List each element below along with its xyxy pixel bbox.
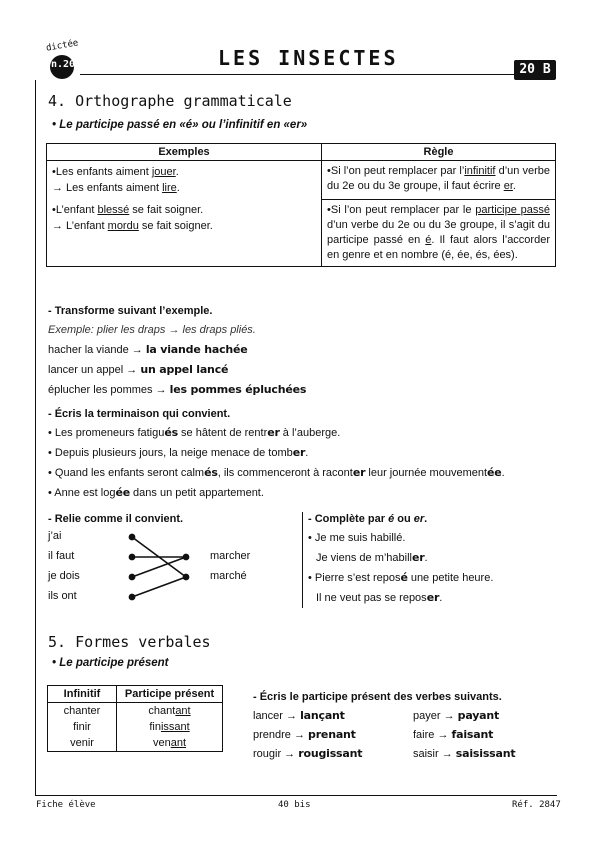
t: , ils commenceront à racont — [217, 467, 353, 479]
answer: és — [204, 466, 218, 479]
section4-heading: 4. Orthographe grammaticale — [48, 92, 292, 110]
terminaison-s4 — [48, 483, 568, 503]
answer: saisissant — [455, 747, 516, 760]
example-2a — [52, 202, 316, 218]
cell-pp — [117, 735, 223, 752]
table-row — [48, 719, 223, 735]
t: → L’enfant — [52, 220, 108, 232]
t: saisir → — [413, 748, 456, 760]
t: . — [512, 180, 516, 192]
t: à l’auberge. — [279, 427, 341, 439]
terminaison-s2 — [48, 443, 568, 463]
t: • Quand les enfants seront calm — [48, 467, 205, 479]
t: •Si l’on peut remplacer par le — [327, 203, 476, 216]
answer: er — [267, 426, 280, 439]
section4-subtitle — [52, 119, 307, 131]
relie-left-2: il faut — [48, 550, 75, 562]
t: . — [501, 467, 505, 479]
col-rule: Règle — [322, 144, 556, 161]
participle-item-4 — [413, 728, 493, 741]
t: éplucher les pommes → — [48, 384, 170, 396]
participle-item-6 — [413, 747, 515, 760]
t: é — [388, 513, 395, 525]
t: issant — [160, 721, 190, 733]
t: lancer → — [253, 710, 301, 722]
cell-pp — [117, 703, 223, 720]
rules-table-wrap — [46, 143, 556, 267]
t: • Les promeneurs fatigu — [48, 427, 165, 439]
logo — [44, 38, 80, 79]
rule-1 — [327, 164, 550, 194]
footer-rule — [35, 795, 557, 796]
examples-cell-2 — [47, 199, 322, 266]
cell-inf: venir — [48, 735, 117, 752]
t: er — [503, 180, 513, 192]
exercise-relie — [48, 510, 298, 610]
t: jouer — [151, 166, 176, 178]
t: ant — [175, 705, 191, 717]
answer: er — [292, 446, 306, 459]
t: mordu — [107, 220, 139, 232]
cell-inf: chanter — [48, 703, 117, 720]
link — [132, 557, 186, 577]
t: se hâtent de rentr — [177, 427, 268, 439]
terminaison-s3 — [48, 463, 568, 483]
t: er — [413, 513, 425, 525]
relie-right-2: marché — [210, 570, 247, 582]
t: é — [425, 233, 432, 246]
transform-title: - Transforme suivant l’exemple. — [48, 305, 213, 317]
participle-item-5 — [253, 747, 362, 760]
logo-top-text: dictée — [45, 38, 80, 54]
table-row — [48, 703, 223, 720]
t: . — [176, 182, 180, 194]
relie-lines — [48, 510, 298, 610]
t: chant — [148, 705, 176, 717]
answer: rougissant — [298, 747, 363, 760]
t: . Il faut alors l’accorder en genre et en nombre (é, ée, és, ées). — [327, 233, 550, 261]
left-margin-rule — [35, 80, 36, 795]
t: payer → — [413, 710, 458, 722]
t: ant — [170, 737, 187, 749]
t: dans un petit appartement. — [130, 487, 264, 499]
complete-title — [308, 510, 568, 528]
participle-exercise — [253, 688, 573, 706]
answer: ée — [115, 486, 130, 499]
participle-exercise-title: - Écris le participe présent des verbes suivants. — [253, 691, 502, 703]
answer: er — [412, 551, 425, 564]
t: fin — [149, 721, 161, 733]
t: rougir → — [253, 748, 299, 760]
t: lancer un appel → — [48, 364, 141, 376]
participle-table-wrap — [47, 685, 223, 752]
link — [132, 577, 186, 597]
col-examples: Exemples — [47, 144, 322, 161]
column-divider — [302, 512, 303, 608]
t: leur journée mouvement — [365, 467, 488, 479]
t: blessé — [97, 204, 130, 216]
section5-subtitle: • Le participe présent — [52, 657, 169, 669]
participle-item-3 — [253, 728, 356, 741]
answer: payant — [457, 709, 500, 722]
t: ven — [152, 737, 171, 749]
rule-cell-2 — [322, 199, 556, 266]
table-row — [48, 735, 223, 752]
t: prendre → — [253, 729, 309, 741]
t: participe passé — [475, 203, 550, 216]
cell-pp — [117, 719, 223, 735]
t: • Anne est log — [48, 487, 116, 499]
answer: prenant — [308, 728, 356, 741]
t: •L’enfant — [52, 204, 98, 216]
t: • Depuis plusieurs jours, la neige menace de tomb — [48, 447, 293, 459]
answer: er — [352, 466, 366, 479]
t: •Si l’on peut remplacer par l’ — [327, 165, 465, 177]
relie-right-1: marcher — [210, 550, 251, 562]
subtitle-bullet: • — [52, 119, 60, 131]
answer: ée — [487, 466, 502, 479]
examples-cell-1 — [47, 161, 322, 200]
answer: un appel lancé — [140, 363, 229, 376]
subtitle-text: Le participe passé en «é» ou l’infinitif en «er» — [59, 119, 308, 131]
participle-item-2 — [413, 709, 499, 722]
section5-heading: 5. Formes verbales — [48, 633, 211, 651]
relie-left-1: j’ai — [48, 530, 62, 542]
rule-2 — [327, 203, 550, 263]
transform-example: Exemple: plier les draps → les draps pliés. — [48, 324, 256, 336]
t: → Les enfants aiment — [52, 182, 163, 194]
rule-cell-1 — [322, 161, 556, 200]
example-1b — [52, 180, 316, 196]
t: Je viens de m’habill — [316, 552, 412, 564]
col-participe: Participe présent — [117, 686, 223, 703]
t: ou — [394, 513, 414, 525]
transform-line-2 — [48, 360, 558, 380]
footer-center: 40 bis — [278, 800, 311, 810]
exercise-transform — [48, 302, 558, 400]
answer: la viande hachée — [145, 343, 248, 356]
t: infinitif — [464, 165, 496, 177]
t: se fait soigner. — [129, 204, 204, 216]
example-1a — [52, 164, 316, 180]
t: Il ne veut pas se repos — [316, 592, 427, 604]
t: • Pierre s’est repos — [308, 572, 401, 584]
col-infinitif: Infinitif — [48, 686, 117, 703]
page-badge: 20 B — [514, 60, 556, 80]
transform-line-3 — [48, 380, 558, 400]
relie-left-3: je dois — [48, 570, 80, 582]
t: lire — [162, 182, 177, 194]
answer: é — [400, 571, 408, 584]
terminaison-title: - Écris la terminaison qui convient. — [48, 408, 231, 420]
t: - Complète par — [308, 513, 389, 525]
footer-left: Fiche élève — [36, 800, 96, 810]
complete-l2 — [308, 548, 568, 568]
t: . — [424, 552, 428, 564]
page-title: LES INSECTES — [218, 46, 399, 70]
complete-l1: • Je me suis habillé. — [308, 532, 406, 544]
terminaison-s1 — [48, 423, 568, 443]
t: . — [439, 592, 443, 604]
relie-left-4: ils ont — [48, 590, 77, 602]
example-2b — [52, 218, 316, 234]
answer: lançant — [300, 709, 345, 722]
header-rule — [80, 74, 514, 75]
t: d’un verbe du 2e ou du 3e groupe, il s’agit du participe passé en — [327, 218, 550, 246]
cell-inf: finir — [48, 719, 117, 735]
complete-l4 — [308, 588, 568, 608]
answer: és — [164, 426, 178, 439]
answer: faisant — [451, 728, 494, 741]
exercise-terminaison — [48, 405, 568, 503]
footer-right: Réf. 2847 — [512, 800, 561, 810]
relie-title: - Relie comme il convient. — [48, 513, 184, 525]
t: faire → — [413, 729, 452, 741]
exercise-complete — [308, 510, 568, 608]
t: d’un verbe du 2e ou du 3e groupe, il faut écrire — [327, 165, 550, 192]
answer: les pommes épluchées — [169, 383, 307, 396]
participle-table — [47, 685, 223, 752]
t: une petite heure. — [407, 572, 494, 584]
t: se fait soigner. — [138, 220, 213, 232]
complete-l3 — [308, 568, 568, 588]
answer: er — [426, 591, 440, 604]
t: •Les enfants aiment — [52, 166, 152, 178]
transform-line-1 — [48, 340, 558, 360]
logo-number: n.20 — [51, 59, 76, 70]
t: . — [305, 447, 309, 459]
t: hacher la viande → — [48, 344, 146, 356]
participle-item-1 — [253, 709, 345, 722]
t: . — [424, 513, 428, 525]
t: . — [175, 166, 179, 178]
rules-table — [46, 143, 556, 267]
